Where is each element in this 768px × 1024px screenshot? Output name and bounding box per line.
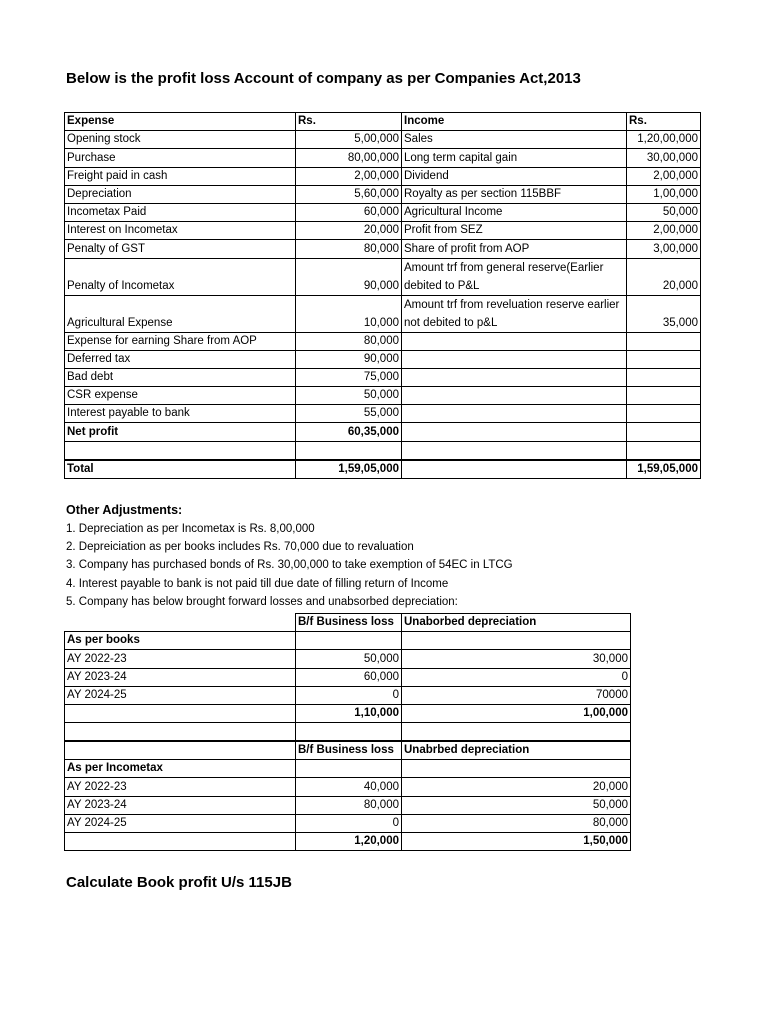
blank-row xyxy=(65,441,701,460)
profit-loss-table xyxy=(64,112,701,479)
expense-cell: Interest on Incometax xyxy=(65,222,296,240)
empty-cell xyxy=(65,832,296,850)
expense-amount: 2,00,000 xyxy=(296,167,402,185)
header-bf-business-loss: B/f Business loss xyxy=(296,614,402,632)
total-row xyxy=(65,460,701,479)
expense-cell: Agricultural Expense xyxy=(65,295,296,332)
depreciation-total: 1,50,000 xyxy=(402,832,631,850)
table-row xyxy=(65,258,701,295)
empty-cell xyxy=(65,723,296,741)
income-amount: 1,59,05,000 xyxy=(627,460,701,479)
empty-cell xyxy=(296,723,402,741)
table-header-row xyxy=(65,742,631,760)
header-bf-business-loss: B/f Business loss xyxy=(296,742,402,760)
depreciation-value: 70000 xyxy=(402,686,631,704)
adjustment-item: 2. Depreiciation as per books includes Rs. 70,000 due to revaluation xyxy=(66,541,414,553)
assessment-year: AY 2024-25 xyxy=(65,814,296,832)
total-row xyxy=(65,832,631,850)
expense-amount xyxy=(296,441,402,460)
income-amount xyxy=(627,332,701,350)
income-amount xyxy=(627,441,701,460)
income-amount: 2,00,000 xyxy=(627,222,701,240)
bf-loss-total: 1,10,000 xyxy=(296,704,402,722)
expense-cell: Total xyxy=(65,460,296,479)
empty-cell xyxy=(296,760,402,778)
table-header-row xyxy=(65,113,701,131)
income-amount xyxy=(627,350,701,368)
income-cell: Profit from SEZ xyxy=(402,222,627,240)
income-amount: 35,000 xyxy=(627,295,701,332)
table-row xyxy=(65,167,701,185)
header-expense: Expense xyxy=(65,113,296,131)
expense-amount: 90,000 xyxy=(296,350,402,368)
blank-row xyxy=(65,723,631,741)
table-row xyxy=(65,185,701,203)
income-cell xyxy=(402,405,627,423)
table-row xyxy=(65,295,701,332)
adjustment-item: 3. Company has purchased bonds of Rs. 30,00,000 to take exemption of 54EC in LTCG xyxy=(66,559,513,571)
assessment-year: AY 2022-23 xyxy=(65,650,296,668)
total-row xyxy=(65,704,631,722)
empty-cell xyxy=(65,614,296,632)
depreciation-value: 0 xyxy=(402,668,631,686)
expense-amount: 80,000 xyxy=(296,332,402,350)
header-unabsorbed-depreciation: Unabrbed depreciation xyxy=(402,742,631,760)
income-cell xyxy=(402,350,627,368)
expense-amount: 60,000 xyxy=(296,203,402,221)
assessment-year: AY 2023-24 xyxy=(65,668,296,686)
adjustments-heading: Other Adjustments: xyxy=(66,503,183,517)
expense-amount: 75,000 xyxy=(296,368,402,386)
depreciation-value: 20,000 xyxy=(402,778,631,796)
income-cell: Long term capital gain xyxy=(402,149,627,167)
expense-amount: 55,000 xyxy=(296,405,402,423)
expense-amount: 50,000 xyxy=(296,387,402,405)
table-row xyxy=(65,368,701,386)
empty-cell xyxy=(402,760,631,778)
table-row xyxy=(65,203,701,221)
assessment-year: AY 2022-23 xyxy=(65,778,296,796)
expense-cell: Net profit xyxy=(65,423,296,441)
depreciation-value: 50,000 xyxy=(402,796,631,814)
expense-amount: 5,00,000 xyxy=(296,131,402,149)
income-cell xyxy=(402,423,627,441)
expense-amount: 90,000 xyxy=(296,258,402,295)
empty-cell xyxy=(65,742,296,760)
losses-as-per-incometax-table xyxy=(64,741,631,851)
income-cell xyxy=(402,387,627,405)
expense-cell: Purchase xyxy=(65,149,296,167)
table-row xyxy=(65,332,701,350)
table-row xyxy=(65,650,631,668)
income-cell xyxy=(402,441,627,460)
page-title: Below is the profit loss Account of company as per Companies Act,2013 xyxy=(66,70,581,87)
assessment-year: AY 2024-25 xyxy=(65,686,296,704)
header-rs: Rs. xyxy=(627,113,701,131)
income-cell: Amount trf from general reserve(Earlier debited to P&L xyxy=(402,258,627,295)
bf-loss-value: 40,000 xyxy=(296,778,402,796)
expense-cell xyxy=(65,441,296,460)
expense-amount: 1,59,05,000 xyxy=(296,460,402,479)
income-cell: Dividend xyxy=(402,167,627,185)
income-amount: 20,000 xyxy=(627,258,701,295)
adjustment-item: 4. Interest payable to bank is not paid till due date of filling return of Income xyxy=(66,578,449,590)
income-cell: Agricultural Income xyxy=(402,203,627,221)
bf-loss-value: 0 xyxy=(296,814,402,832)
table-row xyxy=(65,814,631,832)
bf-loss-value: 80,000 xyxy=(296,796,402,814)
expense-cell: Depreciation xyxy=(65,185,296,203)
table-row xyxy=(65,149,701,167)
table-row xyxy=(65,405,701,423)
table-row xyxy=(65,686,631,704)
expense-amount: 80,000 xyxy=(296,240,402,258)
header-unabsorbed-depreciation: Unaborbed depreciation xyxy=(402,614,631,632)
empty-cell xyxy=(296,632,402,650)
table-row xyxy=(65,222,701,240)
depreciation-total: 1,00,000 xyxy=(402,704,631,722)
income-cell xyxy=(402,368,627,386)
table-row xyxy=(65,387,701,405)
section-label-row xyxy=(65,760,631,778)
income-amount xyxy=(627,423,701,441)
assessment-year: AY 2023-24 xyxy=(65,796,296,814)
income-cell: Royalty as per section 115BBF xyxy=(402,185,627,203)
table-row xyxy=(65,796,631,814)
expense-cell: Penalty of GST xyxy=(65,240,296,258)
expense-amount: 10,000 xyxy=(296,295,402,332)
expense-cell: Freight paid in cash xyxy=(65,167,296,185)
expense-cell: Bad debt xyxy=(65,368,296,386)
bf-loss-total: 1,20,000 xyxy=(296,832,402,850)
net-profit-row xyxy=(65,423,701,441)
income-amount: 1,20,00,000 xyxy=(627,131,701,149)
income-amount xyxy=(627,387,701,405)
empty-cell xyxy=(65,704,296,722)
expense-cell: Incometax Paid xyxy=(65,203,296,221)
income-amount xyxy=(627,405,701,423)
income-amount: 1,00,000 xyxy=(627,185,701,203)
income-cell xyxy=(402,332,627,350)
header-rs: Rs. xyxy=(296,113,402,131)
adjustment-item: 1. Depreciation as per Incometax is Rs. 8,00,000 xyxy=(66,523,315,535)
income-cell xyxy=(402,460,627,479)
section-label-row xyxy=(65,632,631,650)
income-amount: 30,00,000 xyxy=(627,149,701,167)
table-row xyxy=(65,778,631,796)
expense-amount: 20,000 xyxy=(296,222,402,240)
expense-cell: Expense for earning Share from AOP xyxy=(65,332,296,350)
table-row xyxy=(65,668,631,686)
income-amount xyxy=(627,368,701,386)
income-amount: 2,00,000 xyxy=(627,167,701,185)
adjustment-item: 5. Company has below brought forward losses and unabsorbed depreciation: xyxy=(66,596,458,608)
income-cell: Share of profit from AOP xyxy=(402,240,627,258)
empty-cell xyxy=(402,632,631,650)
income-cell: Amount trf from reveluation reserve earlier not debited to p&L xyxy=(402,295,627,332)
header-income: Income xyxy=(402,113,627,131)
bf-loss-value: 60,000 xyxy=(296,668,402,686)
section-label: As per Incometax xyxy=(65,760,296,778)
expense-cell: Penalty of Incometax xyxy=(65,258,296,295)
depreciation-value: 80,000 xyxy=(402,814,631,832)
expense-cell: Interest payable to bank xyxy=(65,405,296,423)
income-cell: Sales xyxy=(402,131,627,149)
bf-loss-value: 50,000 xyxy=(296,650,402,668)
expense-cell: Opening stock xyxy=(65,131,296,149)
empty-cell xyxy=(402,723,631,741)
expense-amount: 80,00,000 xyxy=(296,149,402,167)
table-row xyxy=(65,240,701,258)
question-text: Calculate Book profit U/s 115JB xyxy=(66,874,292,891)
losses-as-per-books-table xyxy=(64,613,631,741)
income-amount: 3,00,000 xyxy=(627,240,701,258)
depreciation-value: 30,000 xyxy=(402,650,631,668)
section-label: As per books xyxy=(65,632,296,650)
table-row xyxy=(65,131,701,149)
table-header-row xyxy=(65,614,631,632)
income-amount: 50,000 xyxy=(627,203,701,221)
expense-cell: Deferred tax xyxy=(65,350,296,368)
expense-amount: 5,60,000 xyxy=(296,185,402,203)
expense-amount: 60,35,000 xyxy=(296,423,402,441)
bf-loss-value: 0 xyxy=(296,686,402,704)
table-row xyxy=(65,350,701,368)
expense-cell: CSR expense xyxy=(65,387,296,405)
